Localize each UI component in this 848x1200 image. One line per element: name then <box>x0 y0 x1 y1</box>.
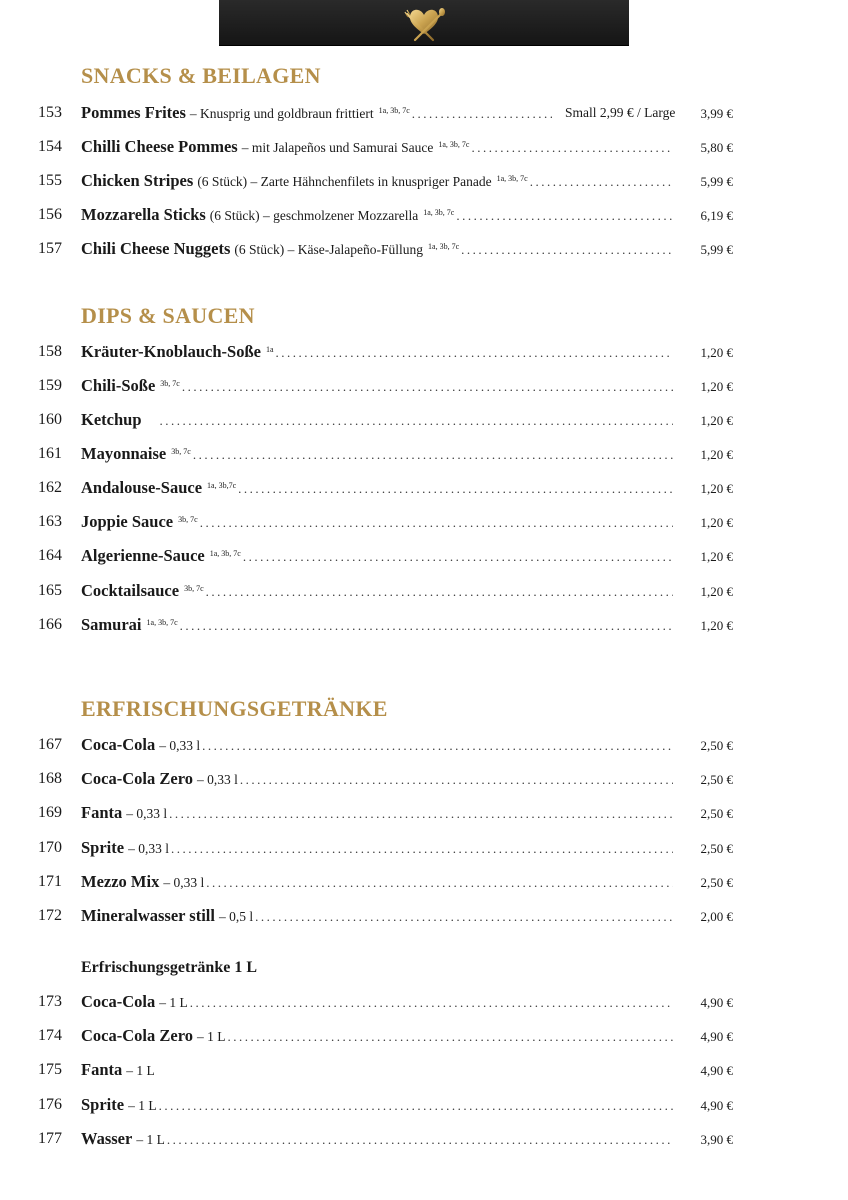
item-name: Andalouse-Sauce <box>81 478 203 497</box>
item-allergens: 1a <box>265 345 274 354</box>
item-name: Chili Cheese Nuggets <box>81 239 231 258</box>
item-number: 163 <box>38 513 62 530</box>
item-name: Joppie Sauce <box>81 512 174 531</box>
item-number: 154 <box>38 138 62 155</box>
dot-leader <box>206 584 673 600</box>
item-number: 177 <box>38 1130 62 1147</box>
dot-leader <box>206 875 673 891</box>
item-price: 4,90 € <box>700 1098 733 1113</box>
item-number: 162 <box>38 479 62 496</box>
item-name: Sprite <box>81 838 125 857</box>
item-number: 170 <box>38 839 62 856</box>
item-allergens: 3b, 7c <box>160 379 180 388</box>
menu-item <box>0 803 848 825</box>
dot-leader <box>167 1132 673 1148</box>
item-name: Fanta <box>81 803 123 822</box>
item-price: 1,20 € <box>700 481 733 496</box>
menu-item <box>0 872 848 894</box>
item-description: – 0,33 l <box>159 738 201 753</box>
item-name: Wasser <box>81 1129 133 1148</box>
item-price: 4,90 € <box>700 1029 733 1044</box>
section-title-snacks: SNACKS & BEILAGEN <box>81 63 321 88</box>
item-description: – 0,33 l <box>163 875 205 890</box>
item-number: 156 <box>38 206 62 223</box>
item-description: (6 Stück) – Käse-Jalapeño-Füllung <box>234 242 424 257</box>
item-name: Fanta <box>81 1060 123 1079</box>
item-name: Coca-Cola <box>81 992 156 1011</box>
menu-item <box>0 103 848 125</box>
item-number: 176 <box>38 1096 62 1113</box>
menu-item <box>0 906 848 928</box>
item-number: 164 <box>38 547 62 564</box>
menu-item <box>0 615 848 637</box>
menu-item <box>0 1129 848 1151</box>
item-price: 1,20 € <box>700 345 733 360</box>
item-description: – 0,33 l <box>128 841 169 856</box>
item-price: 2,50 € <box>700 772 733 787</box>
menu-item <box>0 546 848 568</box>
item-description: – Knusprig und goldbraun frittiert <box>189 106 374 121</box>
item-price: 5,99 € <box>700 242 733 257</box>
item-price: 2,50 € <box>700 875 733 890</box>
item-price: 5,99 € <box>700 174 733 189</box>
item-description: – mit Jalapeños und Samurai Sauce <box>241 140 434 155</box>
item-size-prices: Small 2,99 € / Large <box>565 105 676 120</box>
dot-leader <box>171 841 673 857</box>
item-name: Samurai <box>81 615 142 634</box>
menu-item <box>0 512 848 534</box>
item-name: Mineralwasser still <box>81 906 215 925</box>
item-allergens: 1a, 3b, 7c <box>438 140 470 149</box>
dot-leader <box>227 1029 673 1045</box>
menu-item <box>0 838 848 860</box>
item-name: Sprite <box>81 1095 125 1114</box>
dot-leader <box>238 481 673 497</box>
item-description: – 1 L <box>136 1132 165 1147</box>
header-banner <box>219 0 629 46</box>
item-name: Chilli Cheese Pommes <box>81 137 238 156</box>
menu-item <box>0 769 848 791</box>
item-name: Chicken Stripes <box>81 171 194 190</box>
item-description: – 1 L <box>196 1029 226 1044</box>
item-name: Kräuter-Knoblauch-Soße <box>81 342 261 361</box>
menu-item <box>0 410 848 432</box>
item-price: 1,20 € <box>700 413 733 428</box>
item-number: 169 <box>38 804 62 821</box>
item-name: Cocktailsauce <box>81 581 180 600</box>
item-name: Mezzo Mix <box>81 872 160 891</box>
dot-leader <box>169 806 673 822</box>
item-price: 4,90 € <box>700 1063 733 1078</box>
item-number: 168 <box>38 770 62 787</box>
item-name: Coca-Cola Zero <box>81 1026 193 1045</box>
item-price: 1,20 € <box>700 549 733 564</box>
item-name: Ketchup <box>81 410 142 429</box>
dot-leader <box>200 515 673 531</box>
menu-item <box>0 478 848 500</box>
item-description: (6 Stück) – geschmolzener Mozzarella <box>209 208 419 223</box>
item-name: Chili-Soße <box>81 376 156 395</box>
item-price: 2,50 € <box>700 806 733 821</box>
dot-leader <box>461 242 673 258</box>
dot-leader <box>160 413 673 429</box>
item-price: 5,80 € <box>700 140 733 155</box>
dot-leader <box>202 738 673 754</box>
item-number: 172 <box>38 907 62 924</box>
item-number: 161 <box>38 445 62 462</box>
item-price: 1,20 € <box>700 584 733 599</box>
item-price: 3,90 € <box>700 1132 733 1147</box>
dot-leader <box>530 174 673 190</box>
item-price: 2,00 € <box>700 909 733 924</box>
item-number: 159 <box>38 377 62 394</box>
item-allergens: 1a, 3b, 7c <box>428 242 460 251</box>
item-number: 173 <box>38 993 62 1010</box>
dot-leader <box>243 549 673 565</box>
dot-leader <box>190 995 673 1011</box>
item-number: 165 <box>38 582 62 599</box>
item-allergens: 1a, 3b, 7c <box>423 208 455 217</box>
item-number: 153 <box>38 104 62 121</box>
item-price: 1,20 € <box>700 447 733 462</box>
item-number: 166 <box>38 616 62 633</box>
item-name: Pommes Frites <box>81 103 186 122</box>
menu-item <box>0 239 848 261</box>
item-allergens: 1a, 3b,7c <box>207 481 237 490</box>
item-allergens: 1a, 3b, 7c <box>378 106 410 115</box>
item-description: – 0,33 l <box>126 806 168 821</box>
dot-leader <box>471 140 673 156</box>
section-title-drinks: ERFRISCHUNGSGETRÄNKE <box>81 696 388 721</box>
item-number: 167 <box>38 736 62 753</box>
item-name: Coca-Cola <box>81 735 156 754</box>
item-number: 155 <box>38 172 62 189</box>
item-description: – 0,5 l <box>218 909 254 924</box>
item-allergens: 3b, 7c <box>171 447 191 456</box>
menu-item <box>0 1095 848 1117</box>
item-description: – 1 L <box>159 995 188 1010</box>
menu-item <box>0 1026 848 1048</box>
item-description: (6 Stück) – Zarte Hähnchenfilets in knuspriger Panade <box>197 174 492 189</box>
dot-leader <box>180 618 673 634</box>
menu-item <box>0 171 848 193</box>
dot-leader <box>456 208 673 224</box>
dot-leader <box>240 772 673 788</box>
item-price: 2,50 € <box>700 841 733 856</box>
menu-item <box>0 581 848 603</box>
dot-leader <box>255 909 673 925</box>
item-number: 174 <box>38 1027 62 1044</box>
item-price: 3,99 € <box>700 106 733 121</box>
item-allergens: 1a, 3b, 7c <box>209 549 241 558</box>
item-number: 171 <box>38 873 62 890</box>
menu-item <box>0 1060 848 1082</box>
section-title-dips: DIPS & SAUCEN <box>81 303 255 328</box>
item-description: – 0,33 l <box>196 772 238 787</box>
item-number: 158 <box>38 343 62 360</box>
subsection-title: Erfrischungsgetränke 1 L <box>81 959 257 976</box>
menu-item <box>0 205 848 227</box>
item-name: Mozzarella Sticks <box>81 205 206 224</box>
dot-leader <box>159 1098 673 1114</box>
dot-leader <box>193 447 673 463</box>
menu-item <box>0 735 848 757</box>
item-description: – 1 L <box>128 1098 157 1113</box>
item-price: 1,20 € <box>700 618 733 633</box>
menu-item <box>0 992 848 1014</box>
menu-item <box>0 376 848 398</box>
item-name: Mayonnaise <box>81 444 167 463</box>
item-allergens: 1a, 3b, 7c <box>496 174 528 183</box>
menu-item <box>0 137 848 159</box>
menu-item <box>0 342 848 364</box>
item-price: 1,20 € <box>700 515 733 530</box>
dot-leader <box>412 106 552 122</box>
dot-leader <box>182 379 673 395</box>
item-price: 6,19 € <box>700 208 733 223</box>
item-number: 175 <box>38 1061 62 1078</box>
item-number: 160 <box>38 411 62 428</box>
item-name: Algerienne-Sauce <box>81 546 205 565</box>
item-allergens: 3b, 7c <box>178 515 198 524</box>
menu-item <box>0 444 848 466</box>
item-allergens: 3b, 7c <box>184 584 204 593</box>
item-allergens: 1a, 3b, 7c <box>146 618 178 627</box>
item-name: Coca-Cola Zero <box>81 769 193 788</box>
item-price: 2,50 € <box>700 738 733 753</box>
dot-leader <box>276 345 673 361</box>
item-number: 157 <box>38 240 62 257</box>
item-price: 4,90 € <box>700 995 733 1010</box>
item-description: – 1 L <box>126 1063 155 1078</box>
item-price: 1,20 € <box>700 379 733 394</box>
heart-fork-spoon-icon <box>399 4 449 42</box>
